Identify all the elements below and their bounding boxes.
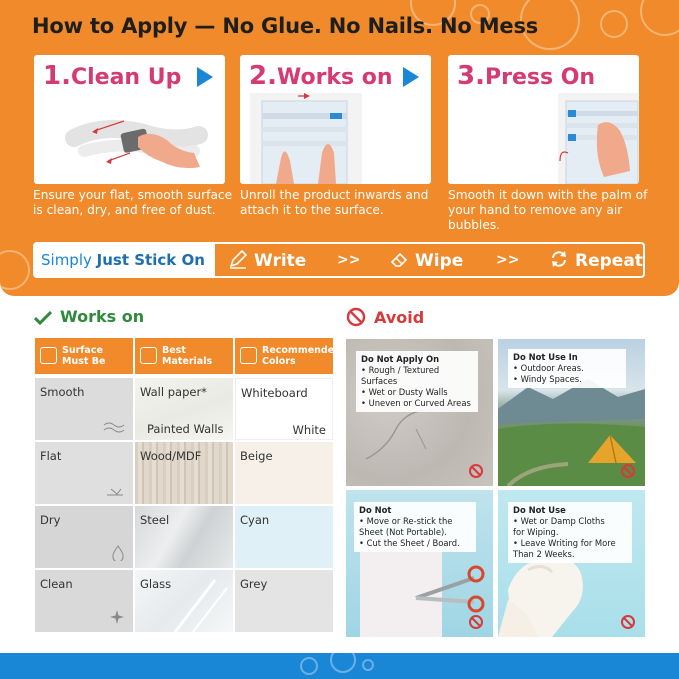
header-materials: Best Materials bbox=[135, 338, 233, 374]
avoid-heading: Avoid bbox=[346, 307, 424, 327]
prohibited-icon bbox=[469, 615, 483, 629]
step-number: 1. bbox=[43, 61, 71, 91]
works-on-heading: Works on bbox=[34, 307, 144, 326]
unroll-sheet-illustration bbox=[240, 93, 431, 184]
step-label: Clean Up bbox=[70, 65, 182, 90]
bubble-decoration bbox=[362, 659, 374, 671]
table-cell-surface: Clean bbox=[35, 570, 133, 632]
step-number: 3. bbox=[457, 61, 485, 91]
checkmark-icon bbox=[34, 310, 52, 326]
table-cell-color: Whiteboard White bbox=[235, 378, 333, 440]
write-label: Write bbox=[254, 251, 307, 271]
flat-arrow-icon bbox=[105, 485, 125, 497]
bottom-band bbox=[0, 653, 679, 679]
materials-icon bbox=[140, 347, 157, 364]
header-surface: Surface Must Be bbox=[35, 338, 133, 374]
play-icon bbox=[197, 67, 213, 87]
bubble-decoration bbox=[600, 10, 628, 38]
table-cell-color: Cyan bbox=[235, 506, 333, 568]
step-description: Ensure your flat, smooth surface is clean, dry, and free of dust. bbox=[33, 188, 233, 217]
prohibited-icon bbox=[621, 464, 635, 478]
water-drop-icon bbox=[111, 545, 125, 561]
step-description: Unroll the product inwards and attach it to the surface. bbox=[240, 188, 429, 217]
table-cell-material: Steel bbox=[135, 506, 233, 568]
wipe-item bbox=[389, 249, 463, 271]
prohibited-icon bbox=[469, 464, 483, 478]
avoid-note: Do Not Apply On • Rough / Textured Surfaces • Wet or Dusty Walls • Uneven or Curved Areas bbox=[356, 351, 478, 412]
repeat-item bbox=[549, 249, 643, 271]
avoid-card-do-not-cut bbox=[346, 490, 493, 637]
play-icon bbox=[403, 67, 419, 87]
step-clean-up bbox=[34, 55, 225, 184]
table-cell-material: Wood/MDF bbox=[135, 442, 233, 504]
separator-arrows: >> bbox=[496, 252, 520, 268]
simply-just-stick-on-label bbox=[35, 244, 215, 276]
step-description: Smooth it down with the palm of your hand to remove any air bubbles. bbox=[448, 188, 648, 232]
just-stick-on-text: Just Stick On bbox=[96, 251, 205, 269]
simply-text: Simply bbox=[41, 251, 92, 269]
bubble-decoration bbox=[640, 0, 679, 36]
step-label: Press On bbox=[484, 65, 596, 90]
bubble-decoration bbox=[0, 250, 30, 290]
waves-icon bbox=[103, 421, 125, 433]
repeat-icon bbox=[549, 249, 569, 269]
table-cell-surface: Dry bbox=[35, 506, 133, 568]
glass-reflection bbox=[135, 570, 233, 632]
wipe-label: Wipe bbox=[415, 251, 464, 271]
table-cell-surface: Flat bbox=[35, 442, 133, 504]
table-cell-color: Beige bbox=[235, 442, 333, 504]
stick-write-wipe-repeat-bar bbox=[33, 242, 645, 278]
repeat-label: Repeat bbox=[575, 251, 643, 271]
separator-arrows: >> bbox=[337, 252, 361, 268]
table-cell-material: Wall paper* Painted Walls bbox=[135, 378, 233, 440]
avoid-card-wet-cloth bbox=[498, 490, 645, 637]
step-number: 2. bbox=[249, 61, 277, 91]
step-works-on bbox=[240, 55, 431, 184]
avoid-card-outdoor bbox=[498, 339, 645, 486]
how-to-apply-section bbox=[0, 0, 679, 296]
prohibited-icon bbox=[621, 615, 635, 629]
avoid-note: Do Not • Move or Re-stick the Sheet (Not Portable). • Cut the Sheet / Board. bbox=[354, 502, 476, 552]
cleaning-hand-illustration bbox=[34, 93, 225, 184]
prohibited-icon bbox=[346, 307, 366, 327]
step-label: Works on bbox=[276, 65, 393, 90]
table-cell-color: Grey bbox=[235, 570, 333, 632]
surface-icon bbox=[40, 347, 57, 364]
avoid-card-rough-surfaces bbox=[346, 339, 493, 486]
bubble-decoration bbox=[300, 657, 318, 675]
write-item bbox=[228, 249, 306, 271]
palette-icon bbox=[240, 347, 257, 364]
bubble-decoration bbox=[330, 653, 356, 673]
table-cell-surface: Smooth bbox=[35, 378, 133, 440]
eraser-icon bbox=[389, 249, 409, 269]
pen-icon bbox=[228, 249, 248, 269]
page-title: How to Apply — No Glue. No Nails. No Mess bbox=[32, 14, 539, 38]
avoid-note: Do Not Use • Wet or Damp Cloths for Wiping. • Leave Writing for More Than 2 Weeks. bbox=[508, 502, 632, 563]
sparkle-icon bbox=[109, 609, 125, 625]
step-press-on bbox=[448, 55, 639, 184]
avoid-note: Do Not Use In • Outdoor Areas. • Windy Spaces. bbox=[508, 349, 626, 388]
header-colors: Recommended Colors bbox=[235, 338, 333, 374]
table-cell-material: Glass bbox=[135, 570, 233, 632]
pressing-hand-illustration bbox=[448, 93, 639, 184]
